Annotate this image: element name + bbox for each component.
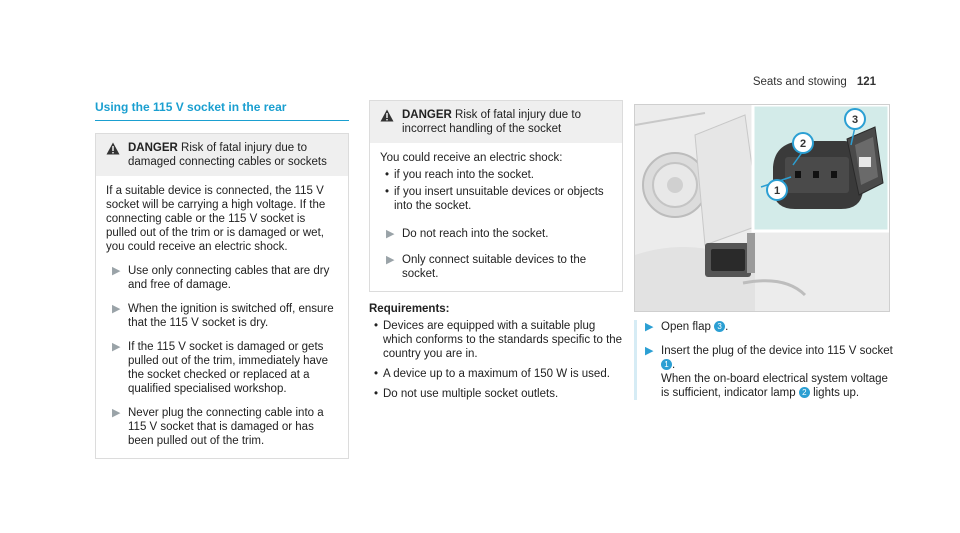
list-item (369, 387, 623, 401)
danger-label: DANGER (402, 109, 452, 121)
step-text: When the ignition is switched off, ensure that the 115 V socket is dry. (128, 303, 334, 329)
danger-box (369, 100, 623, 292)
step-text: Open flap 3 . (661, 321, 729, 333)
list-item (369, 319, 623, 361)
requirements (369, 302, 623, 401)
socket-illustration-drawing (635, 105, 889, 311)
danger-bullet-list (380, 168, 612, 213)
list-item (369, 367, 623, 381)
callout-badge: 3 (714, 321, 725, 332)
list-item-text: A device up to a maximum of 150 W is used. (383, 368, 610, 380)
warning-triangle-icon (106, 142, 120, 155)
danger-box (95, 133, 349, 459)
callout-1: 1 (773, 185, 781, 197)
middle-column (369, 100, 623, 401)
requirements-title: Requirements: (369, 303, 450, 315)
step1-text: Open flap (661, 321, 711, 333)
arrow-icon: ▶ (645, 345, 654, 357)
bullet-icon: • (373, 368, 379, 380)
callout-badge: 1 (661, 359, 672, 370)
arrow-icon: ▶ (645, 321, 654, 333)
list-item (380, 168, 612, 182)
step-item (380, 253, 612, 281)
arrow-icon: ▶ (112, 303, 121, 315)
left-column (95, 100, 349, 459)
section-title: Using the 115 V socket in the rear (95, 100, 349, 121)
step-item (645, 344, 894, 400)
arrow-icon: ▶ (386, 254, 395, 266)
list-item (380, 185, 612, 213)
arrow-icon: ▶ (386, 228, 395, 240)
bullet-icon: • (373, 388, 379, 400)
step-item (106, 340, 338, 396)
arrow-icon: ▶ (112, 265, 121, 277)
step2-result-text: When the on-board electrical system voltage is sufficient, indicator lamp (661, 373, 888, 399)
step-item (645, 320, 894, 334)
list-item-text: Devices are equipped with a suitable plug which conforms to the standards specific to the country you are in. (383, 320, 623, 360)
danger-heading: Risk of fatal injury due to incorrect handling of the socket (402, 109, 581, 135)
callout-3: 3 (851, 114, 859, 126)
page-number: 121 (856, 76, 876, 88)
danger-body: If a suitable device is connected, the 115 V socket will be carrying a high voltage. If the connecting cable or the 115 V socket is pulled out of the trim or is damaged or wet, you could receive an electric shock. (106, 185, 326, 253)
danger-heading: Risk of fatal injury due to damaged connecting cables or sockets (128, 142, 327, 168)
step-text: Insert the plug of the device into 115 V socket 1 . When the on-board electrical system voltage is sufficient, indicator lamp 2 lights up. (661, 345, 893, 399)
step-item (106, 264, 338, 292)
page-header (753, 76, 876, 88)
danger-header (370, 101, 622, 143)
step2-end-text: lights up. (813, 387, 860, 399)
step-text: Never plug the connecting cable into a 115 V socket that is damaged or has been pulled out of the trim. (128, 407, 324, 447)
bullet-icon: • (384, 186, 390, 198)
list-item-text: if you insert unsuitable devices or objects into the socket. (394, 186, 604, 212)
danger-header (96, 134, 348, 176)
danger-label: DANGER (128, 142, 178, 154)
arrow-icon: ▶ (112, 407, 121, 419)
step-text: Only connect suitable devices to the socket. (402, 254, 587, 280)
instruction-steps (634, 320, 894, 400)
danger-body: You could receive an electric shock: (380, 152, 563, 164)
bullet-icon: • (384, 169, 390, 181)
list-item-text: Do not use multiple socket outlets. (383, 388, 559, 400)
callout-2: 2 (799, 138, 807, 150)
step-item (106, 302, 338, 330)
list-item-text: if you reach into the socket. (394, 169, 534, 181)
bullet-icon: • (373, 320, 379, 332)
step-text: Do not reach into the socket. (402, 228, 549, 240)
step2-text: Insert the plug of the device into 115 V socket (661, 345, 893, 357)
callout-badge: 2 (799, 387, 810, 398)
requirements-list (369, 319, 623, 401)
header-section: Seats and stowing (752, 76, 847, 88)
right-column (634, 320, 894, 400)
arrow-icon: ▶ (112, 341, 121, 353)
socket-illustration (634, 104, 890, 312)
step-item (106, 406, 338, 448)
warning-triangle-icon (380, 109, 394, 122)
step-item (380, 227, 612, 241)
step-text: Use only connecting cables that are dry and free of damage. (128, 265, 330, 291)
step-text: If the 115 V socket is damaged or gets pulled out of the trim, immediately have the socket checked or replaced at a qualified specialised workshop. (128, 341, 329, 395)
